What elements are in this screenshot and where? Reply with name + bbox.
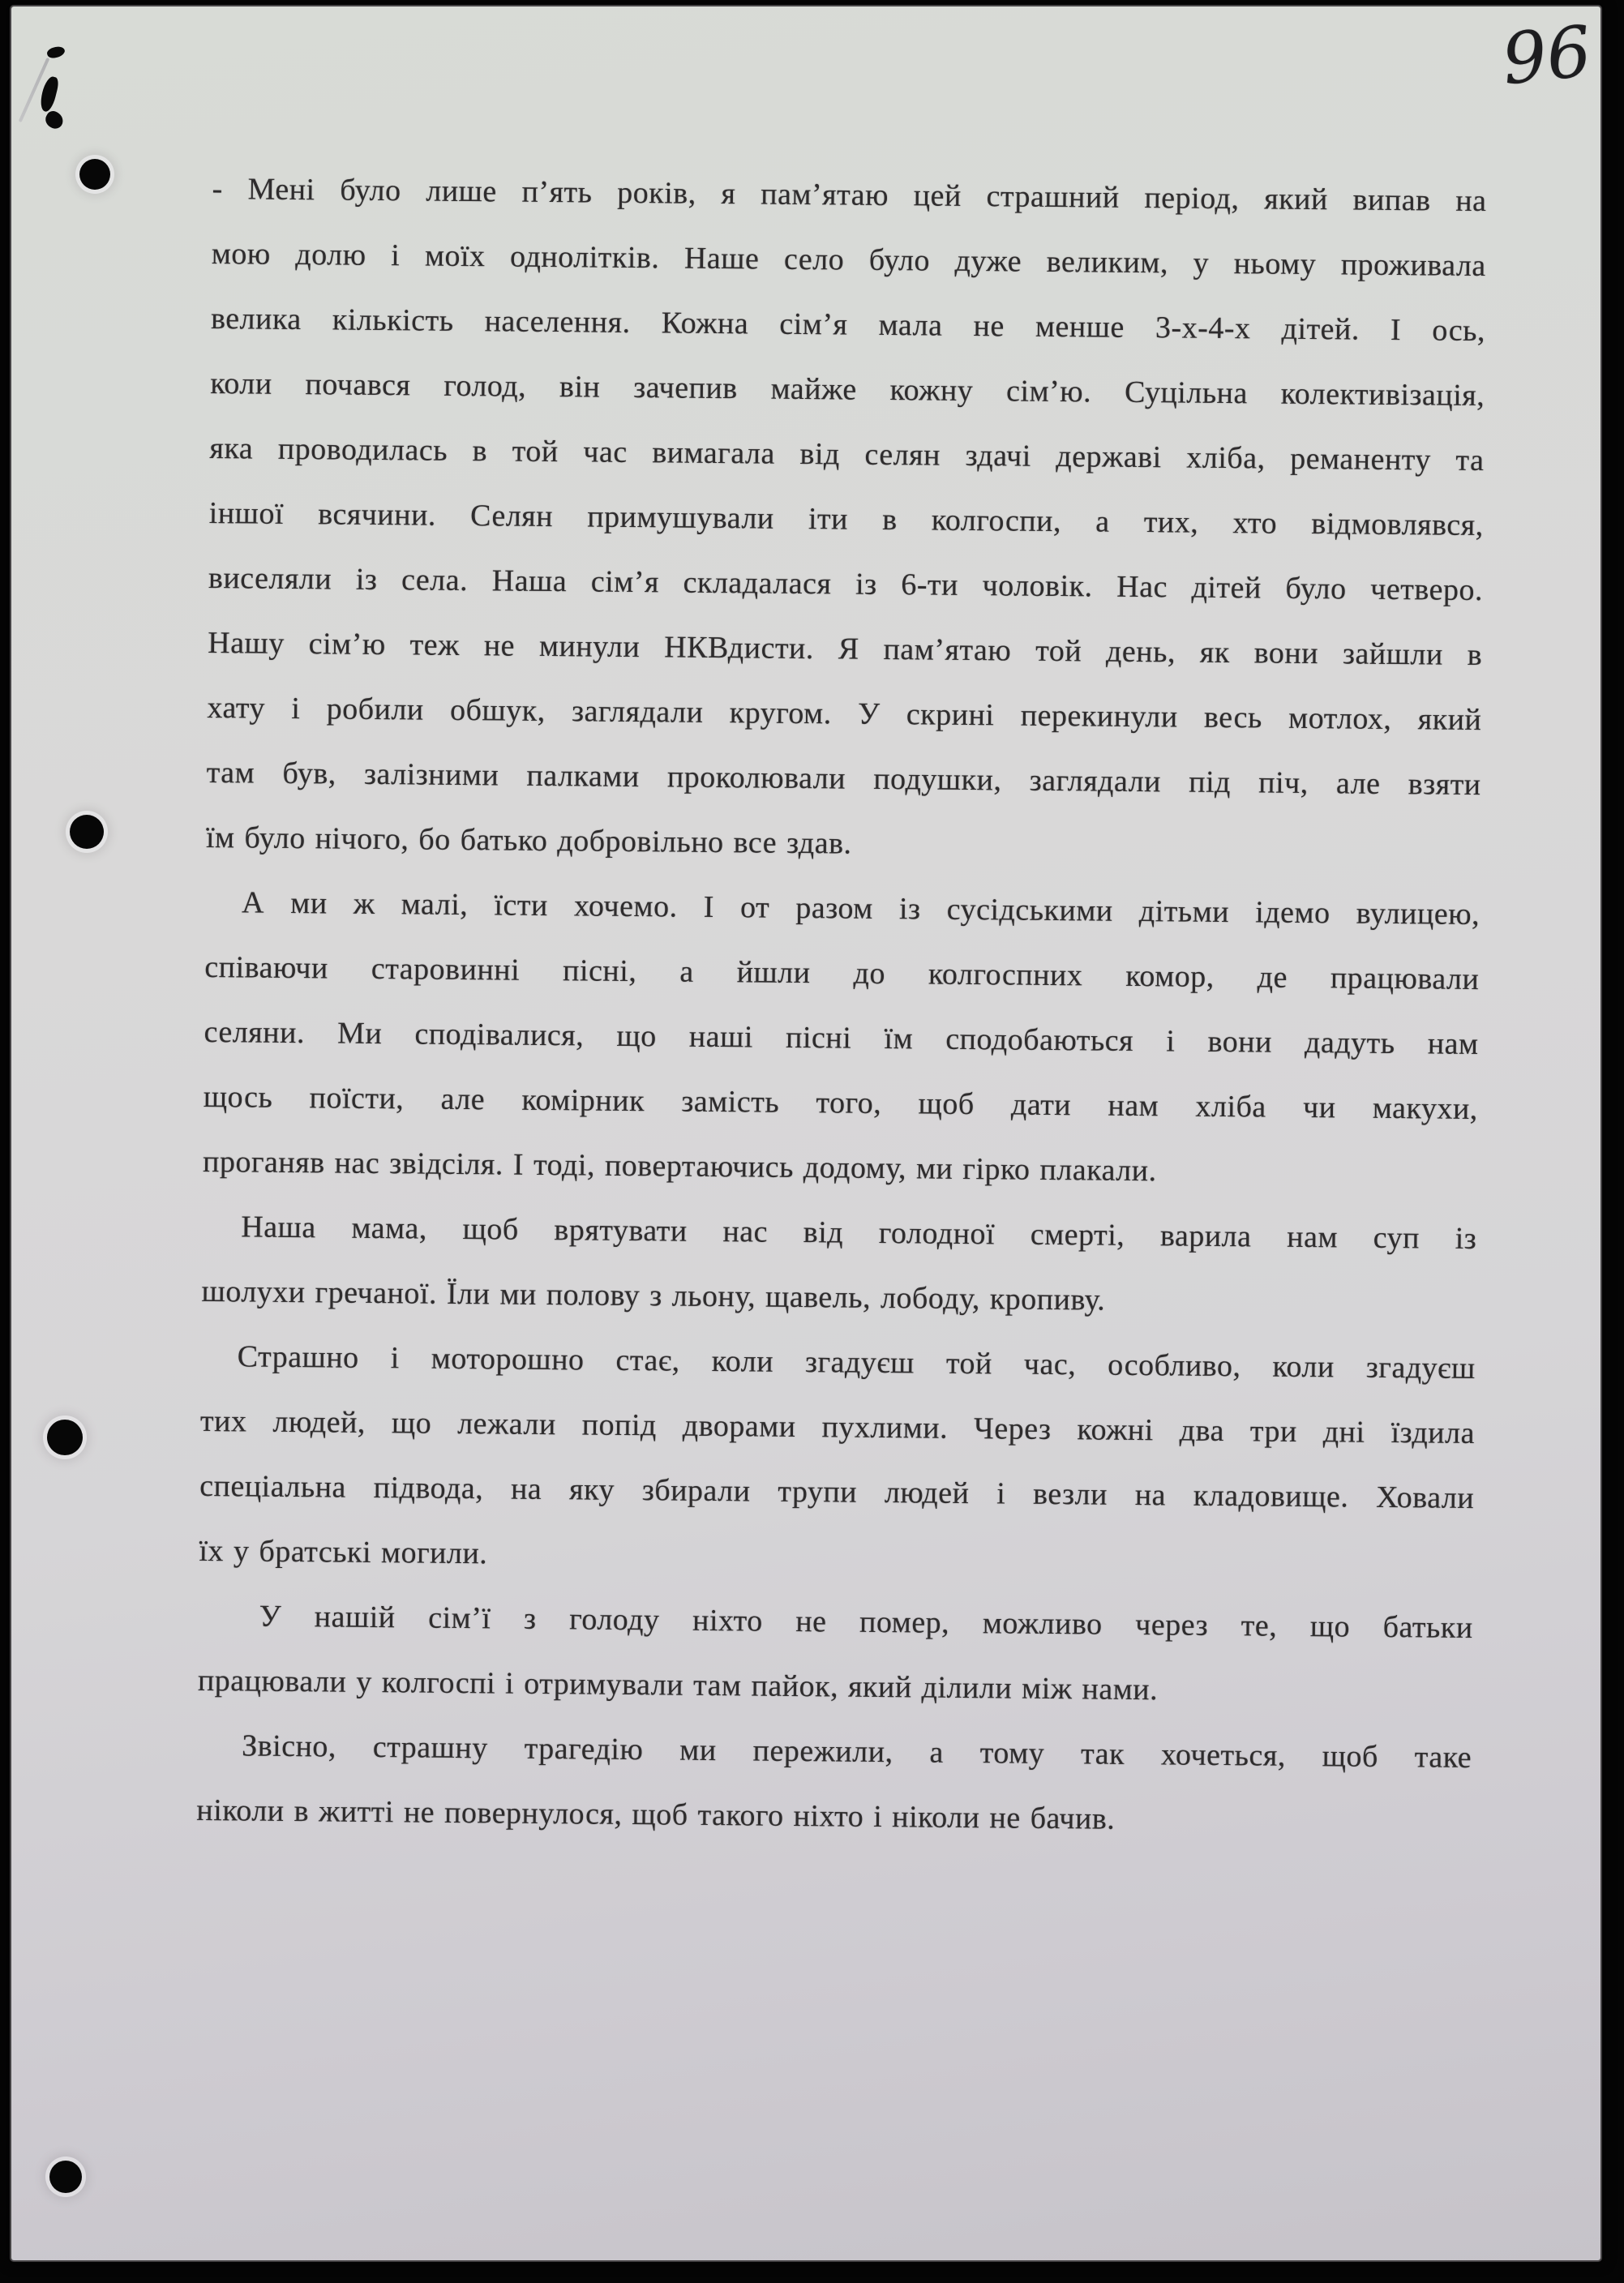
text-line: співаючи старовинні пісні, а йшли до колгоспних комор, де працювали <box>204 949 1480 997</box>
text-line: яка проводилась в той час вимагала від селян здачі державі хліба, реманенту та <box>209 430 1485 478</box>
text-line: Звісно, страшну трагедію ми пережили, а тому так хочеться, щоб таке <box>241 1728 1472 1775</box>
text-line: їм було нічого, бо батько добровільно все здав. <box>205 820 852 861</box>
text-line: велика кількість населення. Кожна сім’я мала не менше 3-х-4-х дітей. І ось, <box>210 301 1486 349</box>
paragraph <box>198 1583 1473 1725</box>
text-line: мою долю і моїх однолітків. Наше село було дуже великим, у ньому проживала <box>211 236 1486 284</box>
text-line: іншої всячини. Селян примушували іти в колгоспи, а тих, хто відмовлявся, <box>208 495 1484 543</box>
text-line: селяни. Ми сподівалися, що наші пісні їм сподобаються і вони дадуть нам <box>204 1014 1479 1062</box>
punch-hole <box>47 1420 83 1455</box>
page-number: 96 <box>1498 11 1596 101</box>
text-line: працювали у колгоспі і отримували там пайок, який ділили між нами. <box>197 1663 1159 1707</box>
text-line: Нашу сім’ю теж не минули НКВдисти. Я пам’ятаю той день, як вони зайшли в <box>208 625 1483 673</box>
tear-mark <box>42 109 66 131</box>
text-line: щось поїсти, але комірник замість того, щоб дати нам хліба чи макухи, <box>203 1079 1478 1127</box>
text-line: тих людей, що лежали попід дворами пухлими. Через кожні два три дні їздила <box>199 1403 1476 1451</box>
text-line: їх у братські могили. <box>199 1533 488 1571</box>
text-line: шолухи гречаної. Їли ми полову з льону, щавель, лободу, кропиву. <box>201 1274 1106 1317</box>
tear-mark <box>38 75 60 114</box>
paragraph <box>196 1713 1472 1855</box>
text-line: Наша мама, щоб врятувати нас від голодної смерті, варила нам суп із <box>241 1210 1477 1257</box>
text-line: спеціальна підвода, на яку збирали трупи людей і везли на кладовище. Ховали <box>199 1468 1475 1516</box>
paragraph <box>201 1194 1476 1336</box>
text-line: хату і робили обшук, заглядали кругом. У скрині перекинули весь мотлох, який <box>207 690 1482 738</box>
text-line: У нашій сім’ї з голоду ніхто не помер, можливо через те, що батьки <box>259 1599 1473 1646</box>
text-line: проганяв нас звідсіля. І тоді, повертаючись додому, ми гірко плакали. <box>202 1144 1157 1189</box>
text-line: А ми ж малі, їсти хочемо. І от разом із сусідськими дітьми ідемо вулицею, <box>241 885 1480 932</box>
text-line: Страшно і моторошно стає, коли згадуєш той час, особливо, коли згадуєш <box>237 1339 1476 1386</box>
text-line: ніколи в житті не повернулося, щоб такого ніхто і ніколи не бачив. <box>196 1793 1116 1836</box>
paragraph <box>199 1324 1476 1596</box>
punch-hole <box>49 2161 82 2193</box>
paragraph <box>206 156 1487 882</box>
punch-hole <box>70 815 104 849</box>
document-page <box>11 6 1600 2260</box>
punch-hole <box>79 159 110 190</box>
text-line: коли почався голод, він зачепив майже кожну сім’ю. Суцільна колективізація, <box>210 366 1485 413</box>
text-line: виселяли із села. Наша сім’я складалася із 6-ти чоловік. Нас дітей було четверо. <box>208 560 1484 608</box>
text-line: там був, залізними палками проколювали подушки, заглядали під піч, але взяти <box>206 755 1481 803</box>
paragraph <box>203 870 1480 1206</box>
text-line: - Мені було лише п’ять років, я пам’ятаю цей страшний період, який випав на <box>212 171 1487 219</box>
text-block <box>196 156 1487 1855</box>
